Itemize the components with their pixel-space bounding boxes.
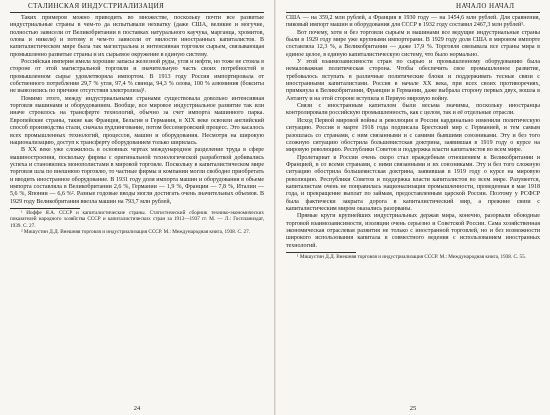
running-header-left: СТАЛИНСКАЯ ИНДУСТРИАЛИЗАЦИЯ: [28, 2, 165, 10]
paragraph: Таких примеров можно приводить во множестве, поскольку почти все развитые индустриальные страны в чем-то да испытывали нехватку (даже США, великие и могучие, полностью зависели от Великобритании в поставках натурального каучука, марганца, хромитов, олова и никеля) и потому в чем-то зависели от милости иностранных капиталистов. В капиталистическом мире была так магистральна и интенсивная торговля сырьем, связывающая промышленно развитые страны и их сырьевое окружение в единую систему.: [10, 15, 264, 58]
paragraph: Связи с иностранным капиталом были весьма значимы, поскольку иностранцы контролировали российскую промышленность, как с целом, так и её отдельные отрасли.: [286, 103, 540, 117]
paragraph: Пролетариат в России очень скоро стал враждебным отношением к Великобритании и Францией, в со всеми странами, с ними связанными и их союзниками. Эту и без того сложную ситуацию обострила большевистская доктрина, заявившая в 1919 году о курсе на мировую революцию. Республики Советов и поддержка власти капиталистов во всем мире. Разумеется, капиталистам очень не понравилась национализация промышленности, проведенная в мае 1918 года, и прекращение выплат по займам, предоставленным царской России. Поэтому у РСФСР была фактически закрыта дорога в капиталистический мир, а прежние связи с капиталистическим миром оказались разорваны.: [286, 154, 540, 212]
paragraph: Помимо этого, между индустриальными странами существовала довольно интенсивная торговля машинами и оборудованием. Вообще, все мировое индустриальное развитие так или иначе строилось на трансферте технологий, обычно за счет импорта машинного парка. Европейские страны, такие как Франция, Бельгия и Германия, в XIX веке освоили английский способ производства стали, сначала пудлингование, потом бессемеровский процесс. Это касалось всех промышленных технологий, процессов, машин и оборудования. Несмотря на широкую национализацию, доступ к трансферту оборудованием только ширилась.: [10, 95, 264, 146]
footnote: ¹ Иоффе Я.А. СССР и капиталистические страны. Статистический сборник технико-экономических показателей народного хозяйства СССР и капиталистических стран за 1913—1937 гг. М. — Л.: Госпланиздат, 1939. С. 27.: [10, 209, 264, 229]
paragraph: В XX веке уже сложилось в основных чертах международное разделение труда в сфере машиностроения, поскольку фирмы с оригинальной технологической разработкой добивались успеха и становились монополистами в мировой торговле. Поскольку в капиталистическом мире торговля шла по внешнюю торговлю, то частные фирмы и компании могли свободно приобретать и вводить иностранное оборудование. В 1931 году доля импорта машин и оборудования в объеме импорта составляла в Великобритании 2,6 %, Германии — 1,9 %, Франции — 7,8 %, Италии — 5,6 %, Японии — 6,6 %². Разные годовые вводы могли достигать очень значительных объемов. В 1929 году Великобритания ввезла машин на 793,7 млн рублей,: [10, 147, 264, 205]
right-page: [275, 0, 550, 415]
footnote-separator: [286, 252, 356, 253]
header-rule-left: [10, 12, 264, 13]
footnote: ² Мишустин Д.Д. Внешняя торговля и индустриализация СССР. М.: Международная книга, 1938. С. 27.: [21, 229, 251, 236]
right-page-body: [286, 15, 540, 401]
paragraph: У этой взаимозависимости стран по сырью и промышленному оборудованию была немаловажная политическая сторона. Чтобы обеспечить свое промышленное развитие, требовалось вступать в различные политические блоки и поддерживать тесные связи с иностранными капиталистами. Россия в начале XX века, при всех своих противоречиях, примкнула к Великобритании, Франции и Германии, даже выбрала сторону первых двух, вошла в Антанту и на этой стороне вступила в Первую мировую войну.: [286, 59, 540, 102]
left-page-body: [10, 15, 264, 401]
paragraph: США — на 359,2 млн рублей, а Франция в 1930 году — на 1454,6 млн рублей. Для сравнения, пиковый импорт машин и оборудования для СССР в 1932 году составил 2467,3 млн рублей¹.: [286, 15, 540, 29]
running-header-right: НАЧАЛО НАЧАЛ: [456, 2, 515, 10]
footnote: ¹ Мишустин Д.Д. Внешняя торговля и индустриализация СССР. М.: Международная книга, 1938. С. 55.: [297, 254, 527, 260]
page-number-right: 25: [409, 405, 417, 412]
paragraph: Российская империя имела хорошие запасы железной руды, угля и нефти, но тоже не стояла в стороне от этой магистральной торговли и значительную часть своих потребностей в промышленном сырье удовлетворяла импортом. В 1913 году Россия импортировала от собственного потребления 29,7 % угля, 97,4 % свинца, 94,3 % олова, 100 % алюминия (бокситы не вывозились по причине отсутствия электролиза)¹.: [10, 59, 264, 95]
paragraph: Вот почему, хотя и без торговли сырьем и машинами все ведущие индустриальные страны были в 1929 году мире уже крупными импортерами. В 1929 году доля США в мировом импорте составляла 12,3 %, а Великобритании — даже 17,9 %. Торговля связывала все страны мира в единое целое, в единую капиталистическую систему, что было нормально.: [286, 29, 540, 58]
paragraph: Прямые круги крупнейших индустриальных держав мира, конечно, разорвали обоюдные торговой взаимозависимости, изоляции очень серьезно и Советской России. Сама хозяйственная экономическая отраслевая развития не только с иностранной торговлей, но и без возможности широкого использования капитала в совместного ведения с использованием иностранных технологий.: [286, 213, 540, 249]
page-number-left: 24: [133, 405, 141, 412]
header-rule-right: [286, 12, 540, 13]
footnote-separator: [10, 208, 80, 209]
paragraph: Исход Первой мировой войны и революция в России кардинально изменили политическую ситуацию. Россия в марте 1918 года подписала Брестский мир с Германией, и тем самым разошлась со странами, с ним связанными и с самими бывшими союзниками. Эту и без того сложную ситуацию обострила большевистская доктрина, заявившая в 1919 году о курсе на мировую революцию. Республики Советов и поддержка власти капиталистов во всем мире.: [286, 117, 540, 154]
